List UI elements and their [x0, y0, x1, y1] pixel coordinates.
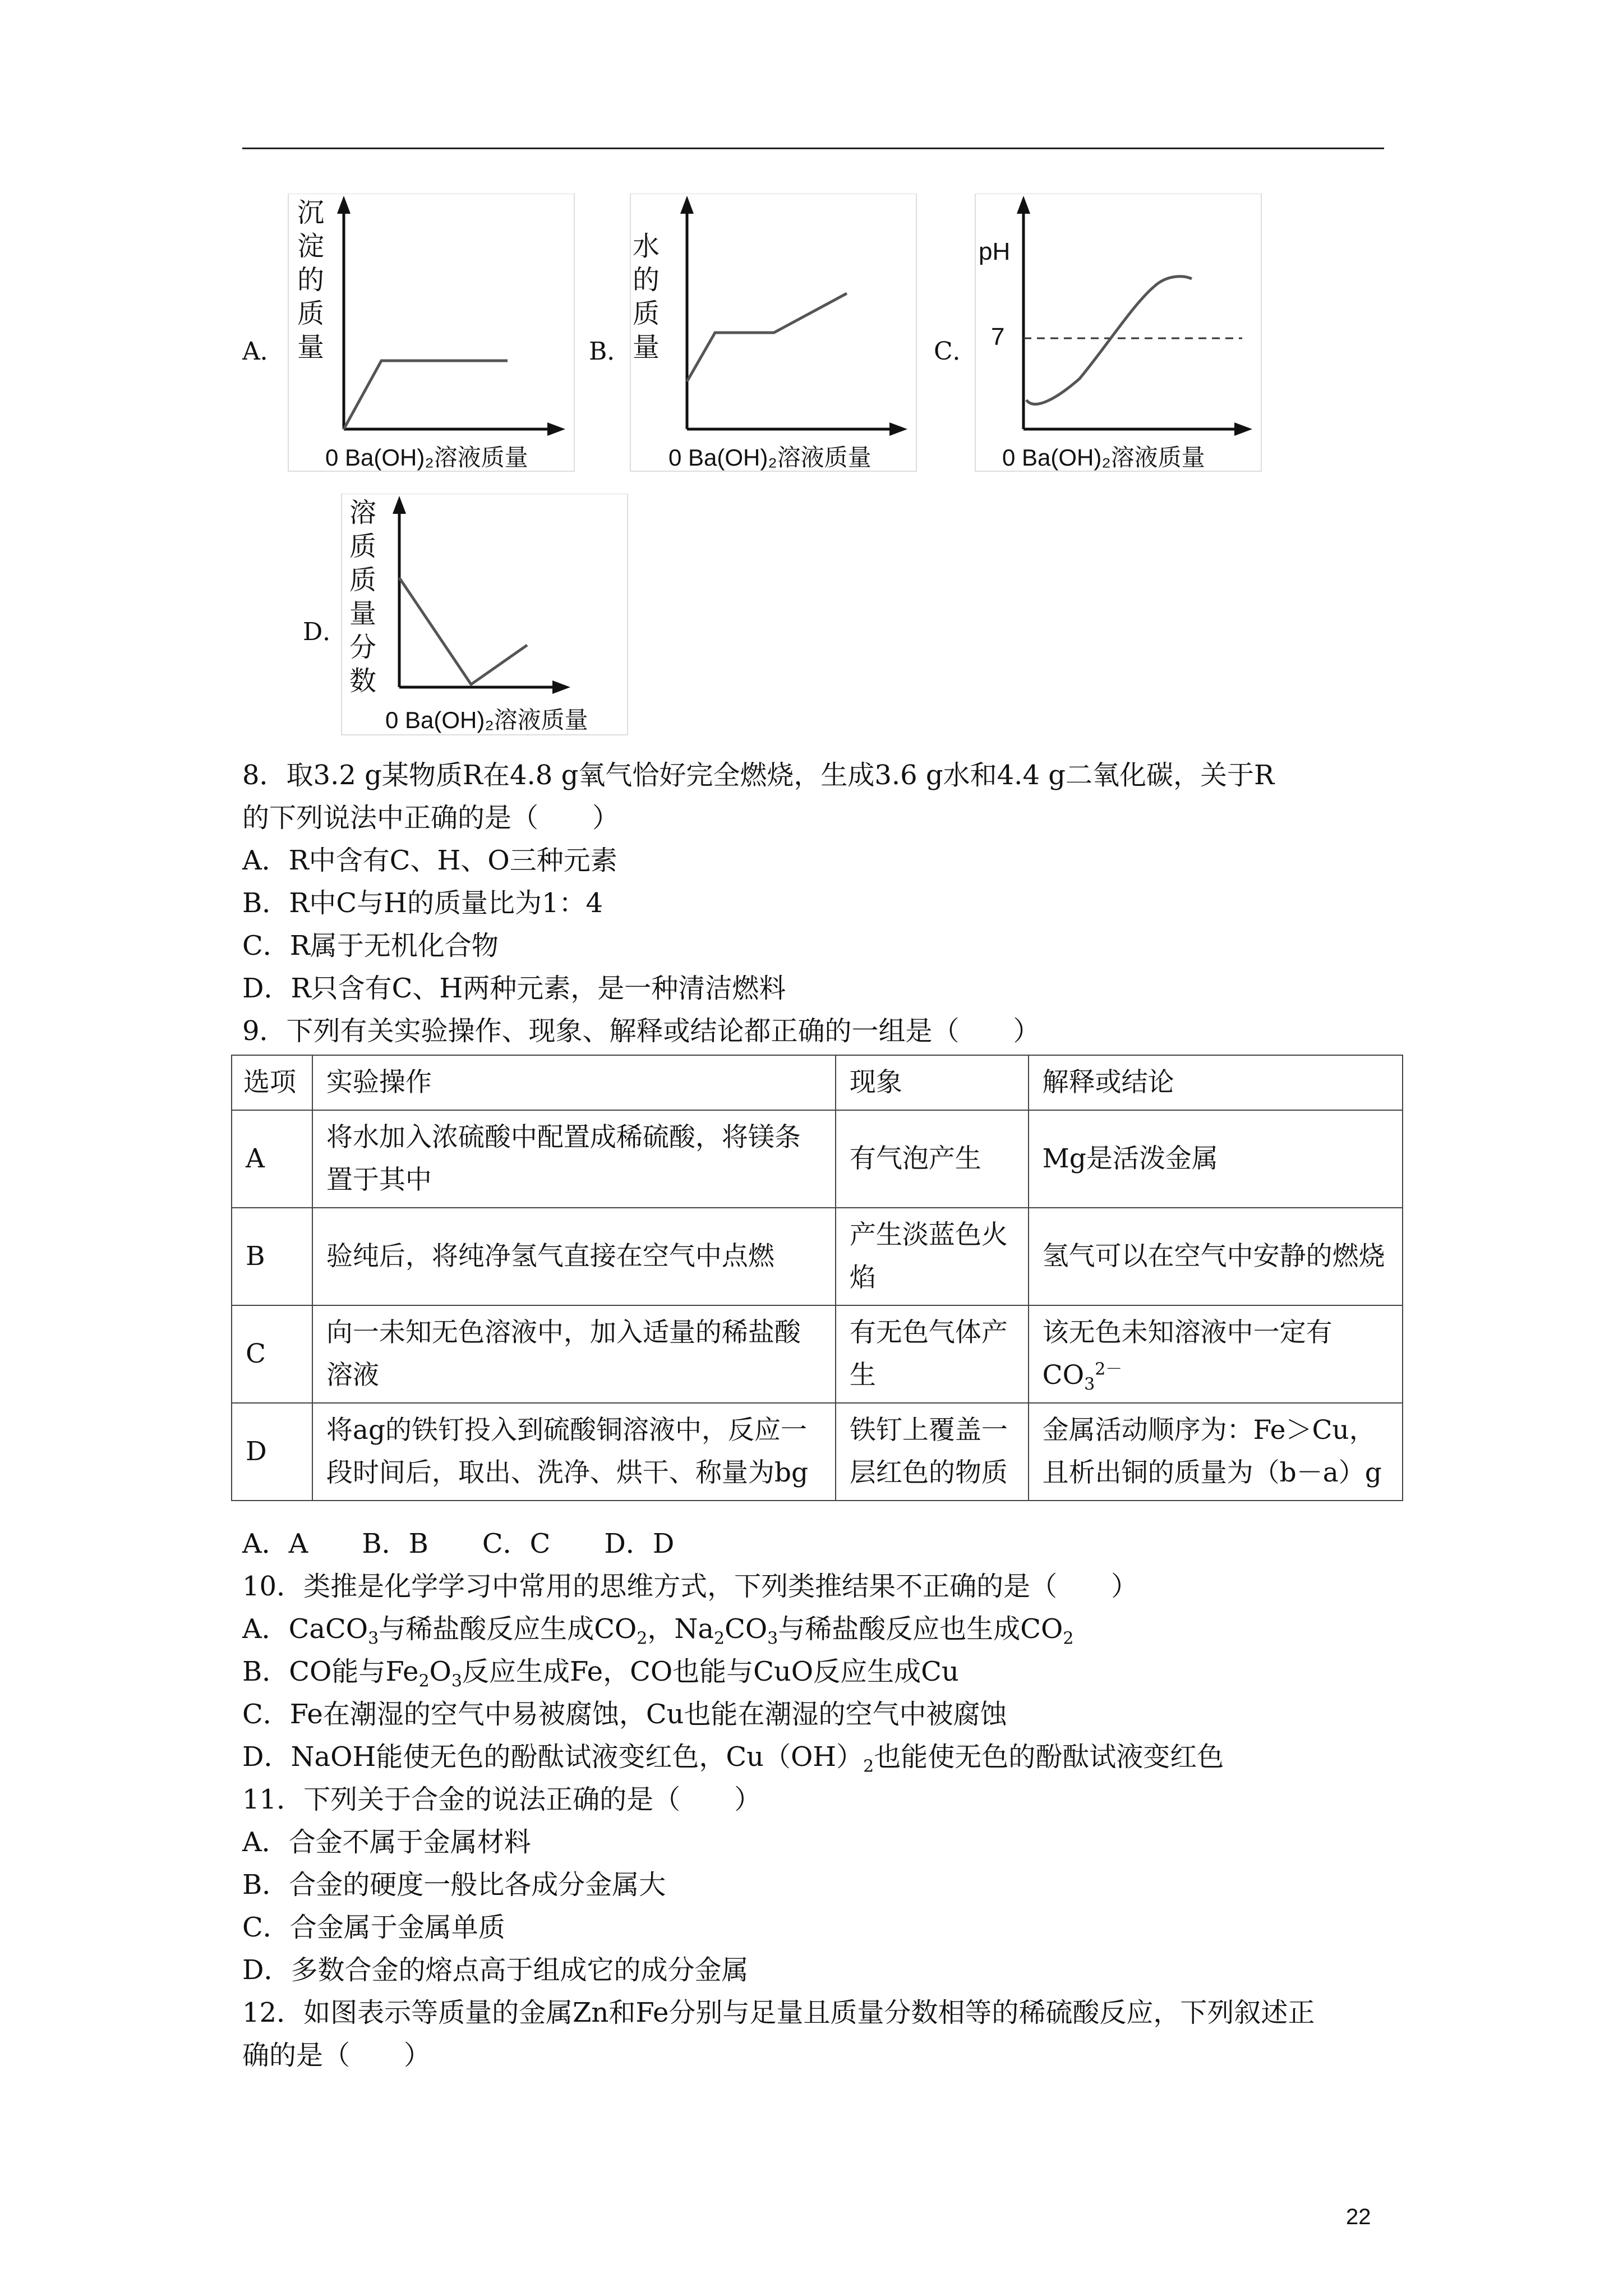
header-option: 选项 — [232, 1055, 312, 1110]
carbonate-charge: 2－ — [1095, 1359, 1123, 1379]
graph-b — [628, 194, 920, 474]
row-d-conclusion: 金属活动顺序为：Fe＞Cu，且析出铜的质量为（b－a）g — [1029, 1403, 1403, 1501]
row-b-option: B — [232, 1208, 312, 1305]
graph-a-ylabel-2: 淀 — [297, 232, 325, 261]
graph-b-ylabel-2: 的 — [633, 265, 660, 295]
q11-option-d: D．多数合金的熔点高于组成它的成分金属 — [242, 1954, 749, 1986]
header-operation: 实验操作 — [312, 1055, 836, 1110]
graph-a-xlabel: 0 Ba(OH)₂溶液质量 — [325, 444, 528, 471]
q8-option-a: A．R中含有C、H、O三种元素 — [242, 845, 617, 876]
row-a-operation: 将水加入浓硫酸中配置成稀硫酸，将镁条置于其中 — [312, 1110, 836, 1208]
q12-line2: 确的是（ ） — [242, 2040, 431, 2071]
q9-table — [231, 1055, 1403, 1501]
carbonate-formula: CO — [1042, 1360, 1085, 1391]
graph-c-label: C． — [934, 337, 978, 366]
row-d-operation: 将ag的铁钉投入到硫酸铜溶液中，反应一段时间后，取出、洗净、烘干、称量为bg — [312, 1403, 836, 1501]
graph-c-xlabel: 0 Ba(OH)₂溶液质量 — [1002, 444, 1205, 471]
graph-d — [339, 494, 631, 738]
graph-d-ylabel-1: 溶 — [349, 498, 377, 528]
q12-line1: 12．如图表示等质量的金属Zn和Fe分别与足量且质量分数相等的稀硫酸反应，下列叙述正 — [242, 1997, 1315, 2028]
row-c-conclusion — [1029, 1305, 1403, 1403]
row-d-option: D — [232, 1403, 312, 1501]
q8-option-c: C．R属于无机化合物 — [242, 930, 499, 961]
graph-a-curve — [344, 361, 508, 429]
q11-option-a: A．合金不属于金属材料 — [242, 1826, 531, 1858]
header-conclusion: 解释或结论 — [1029, 1055, 1403, 1110]
graph-a-ylabel-3: 的 — [297, 265, 325, 295]
q8-option-b: B．R中C与H的质量比为1：4 — [242, 887, 603, 919]
q8-line1: 8．取3.2 g某物质R在4.8 g氧气恰好完全燃烧，生成3.6 g水和4.4 g二氧化碳，关于R — [242, 760, 1275, 791]
graph-d-ylabel-4: 量 — [349, 599, 377, 629]
graph-c-curve — [1026, 277, 1192, 404]
row-b-operation: 验纯后，将纯净氢气直接在空气中点燃 — [312, 1208, 836, 1305]
graph-d-ylabel-5: 分 — [349, 633, 377, 662]
row-a-conclusion: Mg是活泼金属 — [1029, 1110, 1403, 1208]
graph-a-label: A． — [242, 337, 285, 366]
graph-b-curve — [687, 293, 847, 381]
graph-b-ylabel-4: 量 — [633, 333, 660, 362]
graph-d-label: D． — [303, 618, 348, 646]
row-d-phenomenon: 铁钉上覆盖一层红色的物质 — [836, 1403, 1029, 1501]
q9-stem: 9．下列有关实验操作、现象、解释或结论都正确的一组是（ ） — [242, 1015, 1040, 1047]
row-a-phenomenon: 有气泡产生 — [836, 1110, 1029, 1208]
graph-b-label: B． — [589, 337, 632, 366]
q11-option-c: C．合金属于金属单质 — [242, 1912, 505, 1943]
header-rule — [242, 148, 1384, 149]
q10-option-c: C．Fe在潮湿的空气中易被腐蚀，Cu也能在潮湿的空气中被腐蚀 — [242, 1699, 1007, 1730]
q11-stem: 11．下列关于合金的说法正确的是（ ） — [242, 1784, 762, 1815]
row-c-option: C — [232, 1305, 312, 1403]
graph-b-xlabel: 0 Ba(OH)₂溶液质量 — [668, 444, 872, 471]
q8-line2: 的下列说法中正确的是（ ） — [242, 802, 620, 834]
table-header-row — [232, 1055, 1403, 1110]
graph-d-xlabel: 0 Ba(OH)₂溶液质量 — [385, 707, 588, 733]
row-b-phenomenon: 产生淡蓝色火焰 — [836, 1208, 1029, 1305]
graph-b-ylabel-1: 水 — [633, 232, 660, 261]
graph-d-ylabel-3: 质 — [349, 565, 377, 595]
page-number: 22 — [1346, 2205, 1371, 2229]
table-row — [232, 1208, 1403, 1305]
graph-c-ylabel: pH — [979, 238, 1011, 265]
q8-option-d: D．R只含有C、H两种元素，是一种清洁燃料 — [242, 973, 786, 1004]
q10-option-b: B．CO能与$Fe_2O_3$反应生成Fe，CO也能与CuO反应生成Cu — [242, 1656, 959, 1691]
graph-a-ylabel-1: 沉 — [297, 198, 325, 228]
header-phenomenon: 现象 — [836, 1055, 1029, 1110]
q11-option-b: B．合金的硬度一般比各成分金属大 — [242, 1869, 666, 1901]
row-c-conclusion-text: 该无色未知溶液中一定有 — [1042, 1317, 1332, 1348]
row-b-conclusion: 氢气可以在空气中安静的燃烧 — [1029, 1208, 1403, 1305]
table-row — [232, 1110, 1403, 1208]
q10-stem: 10．类推是化学学习中常用的思维方式，下列类推结果不正确的是（ ） — [242, 1571, 1138, 1602]
q9-answer-options: A．A B．B C．C D．D — [242, 1528, 675, 1559]
graph-a-ylabel-4: 质 — [297, 299, 325, 329]
carbonate-subscript: 3 — [1084, 1374, 1095, 1395]
q10-option-a: A．CaCO$_3$与稀盐酸反应生成$CO_2$，$Na_2CO_3$与稀盐酸反应也生成$CO_2$ — [242, 1613, 1074, 1649]
row-c-operation: 向一未知无色溶液中，加入适量的稀盐酸溶液 — [312, 1305, 836, 1403]
table-row — [232, 1403, 1403, 1501]
row-c-phenomenon: 有无色气体产生 — [836, 1305, 1029, 1403]
graph-c-tick-7: 7 — [991, 323, 1005, 351]
q10-option-d: D．NaOH能使无色的酚酞试液变红色，$Cu(OH)_2$也能使无色的酚酞试液变红色 — [242, 1741, 1224, 1777]
graph-c — [973, 194, 1265, 474]
table-row — [232, 1305, 1403, 1403]
graph-d-ylabel-6: 数 — [349, 666, 377, 696]
graph-d-curve — [399, 578, 527, 684]
graph-d-ylabel-2: 质 — [349, 532, 377, 562]
graph-b-ylabel-3: 质 — [633, 299, 660, 329]
graph-a — [286, 194, 578, 474]
row-a-option: A — [232, 1110, 312, 1208]
graph-a-ylabel-5: 量 — [297, 333, 325, 362]
